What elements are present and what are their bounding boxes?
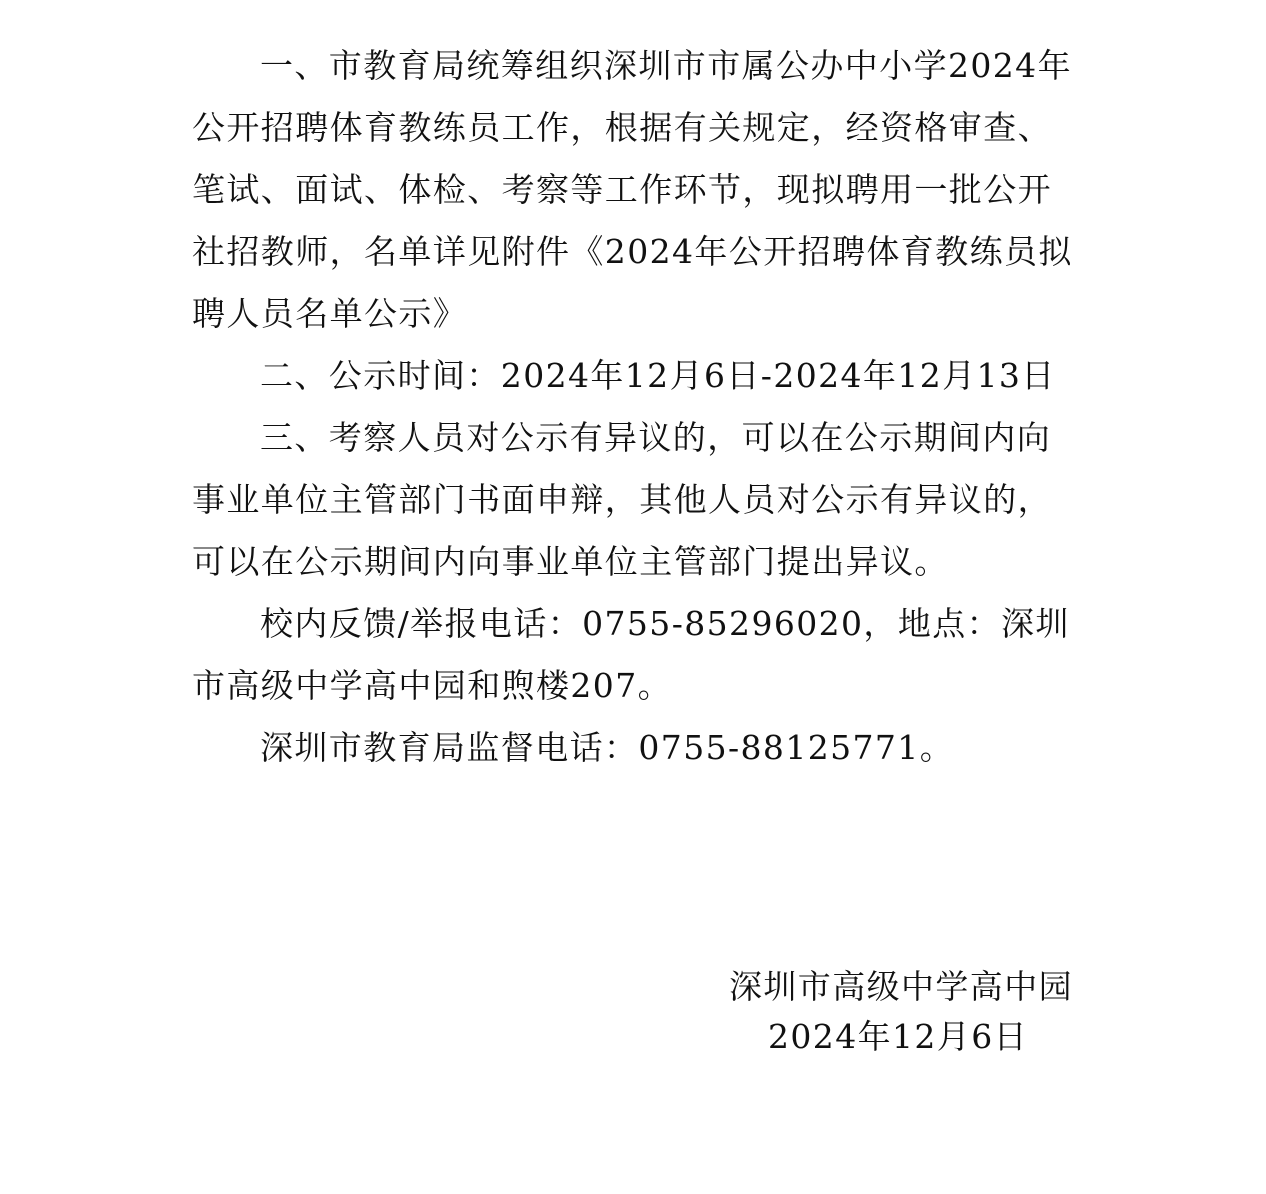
paragraph-3: 三、考察人员对公示有异议的，可以在公示期间内向事业单位主管部门书面申辩，其他人员对公示有异议的，可以在公示期间内向事业单位主管部门提出异议。: [192, 418, 1052, 581]
paragraph-5: 深圳市教育局监督电话：0755-88125771。: [260, 728, 955, 767]
signature-block: [729, 962, 1073, 1062]
notice-body: [192, 35, 1074, 779]
signature-date: 2024年12月6日: [768, 1017, 1028, 1056]
paragraph-2: 二、公示时间：2024年12月6日-2024年12月13日: [260, 356, 1056, 395]
paragraph-4: 校内反馈/举报电话：0755-85296020，地点：深圳市高级中学高中园和煦楼207。: [192, 604, 1070, 705]
signature-organization: 深圳市高级中学高中园: [729, 967, 1073, 1006]
paragraph-1: 一、市教育局统筹组织深圳市市属公办中小学2024年公开招聘体育教练员工作，根据有关规定，经资格审查、笔试、面试、体检、考察等工作环节，现拟聘用一批公开社招教师，名单详见附件《2024年公开招聘体育教练员拟聘人员名单公示》: [192, 46, 1073, 333]
